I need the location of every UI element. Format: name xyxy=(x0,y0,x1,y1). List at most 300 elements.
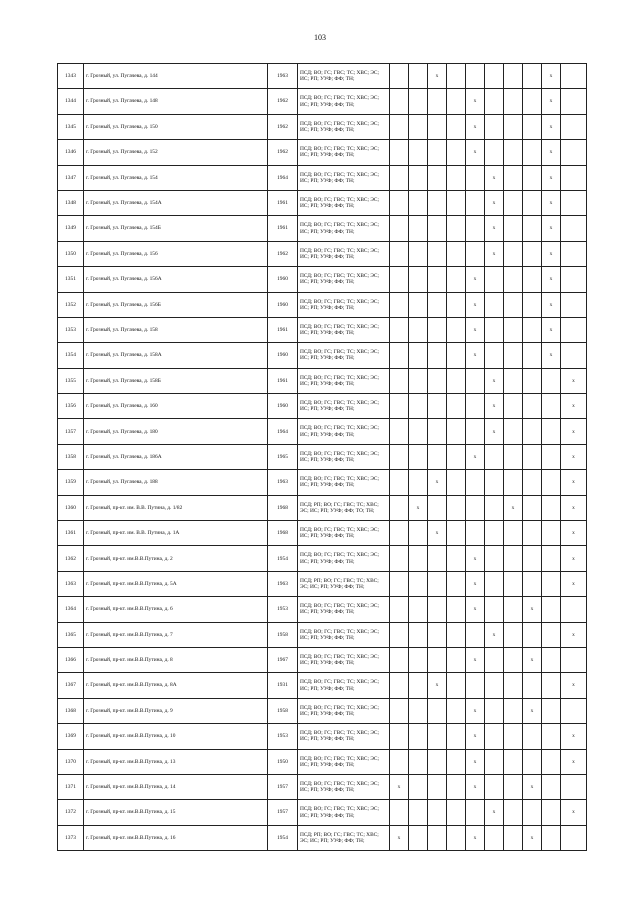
mark-cell xyxy=(428,647,447,672)
year-cell: 1960 xyxy=(268,394,298,419)
mark-cell xyxy=(485,140,504,165)
mark-cell xyxy=(523,749,542,774)
row-number-cell: 1358 xyxy=(58,444,84,469)
mark-cell: x xyxy=(523,597,542,622)
mark-cell xyxy=(428,216,447,241)
year-cell: 1962 xyxy=(268,114,298,139)
mark-cell xyxy=(428,800,447,825)
mark-cell xyxy=(466,190,485,215)
mark-cell xyxy=(428,394,447,419)
housing-register-table xyxy=(57,63,587,851)
year-cell: 1958 xyxy=(268,622,298,647)
mark-cell xyxy=(390,470,409,495)
row-number-cell: 1369 xyxy=(58,724,84,749)
table-row xyxy=(58,216,587,241)
mark-cell: x xyxy=(561,749,587,774)
mark-cell xyxy=(561,317,587,342)
systems-cell: ПСД; ВО; ГС; ГВС; ТС; ХВС; ЭС; ИС; РП; УУФ; ФФ; ТН; xyxy=(298,673,390,698)
mark-cell: x xyxy=(561,521,587,546)
mark-cell xyxy=(504,292,523,317)
mark-cell xyxy=(485,292,504,317)
systems-cell: ПСД; ВО; ГС; ГВС; ТС; ХВС; ЭС; ИС; РП; УУФ; ФФ; ТН; xyxy=(298,165,390,190)
mark-cell xyxy=(447,343,466,368)
address-cell: г. Грозный, пр-кт. им.В.В.Путина, д. 14 xyxy=(84,774,268,799)
mark-cell xyxy=(466,622,485,647)
mark-cell xyxy=(561,698,587,723)
mark-cell xyxy=(390,546,409,571)
systems-cell: ПСД; ВО; ГС; ГВС; ТС; ХВС; ЭС; ИС; РП; УУФ; ФФ; ТН; xyxy=(298,444,390,469)
mark-cell xyxy=(542,647,561,672)
mark-cell xyxy=(409,546,428,571)
mark-cell xyxy=(447,165,466,190)
table-row xyxy=(58,571,587,596)
mark-cell xyxy=(409,647,428,672)
address-cell: г. Грозный, ул. Пугачева, д. 154 xyxy=(84,165,268,190)
address-cell: г. Грозный, пр-кт. им.В.В.Путина, д. 16 xyxy=(84,825,268,850)
systems-cell: ПСД; РП; ВО; ГС; ГВС; ТС; ХВС; ЭС; ИС; РП; УУФ; ФФ; ТО; ТН; xyxy=(298,495,390,520)
mark-cell xyxy=(561,292,587,317)
year-cell: 1962 xyxy=(268,89,298,114)
mark-cell xyxy=(504,317,523,342)
table-row xyxy=(58,190,587,215)
mark-cell: x xyxy=(466,292,485,317)
mark-cell xyxy=(428,444,447,469)
systems-cell: ПСД; ВО; ГС; ГВС; ТС; ХВС; ЭС; ИС; РП; УУФ; ФФ; ТН; xyxy=(298,394,390,419)
mark-cell xyxy=(409,241,428,266)
mark-cell xyxy=(542,470,561,495)
mark-cell: x xyxy=(561,495,587,520)
table-row xyxy=(58,546,587,571)
mark-cell xyxy=(542,698,561,723)
mark-cell xyxy=(409,89,428,114)
mark-cell: x xyxy=(466,749,485,774)
year-cell: 1960 xyxy=(268,292,298,317)
mark-cell xyxy=(390,749,409,774)
mark-cell xyxy=(390,622,409,647)
systems-cell: ПСД; ВО; ГС; ГВС; ТС; ХВС; ЭС; ИС; РП; УУФ; ФФ; ТН; xyxy=(298,267,390,292)
year-cell: 1962 xyxy=(268,241,298,266)
mark-cell xyxy=(428,698,447,723)
mark-cell xyxy=(485,64,504,89)
mark-cell xyxy=(447,825,466,850)
mark-cell xyxy=(523,521,542,546)
table-row xyxy=(58,622,587,647)
mark-cell xyxy=(428,317,447,342)
year-cell: 1968 xyxy=(268,495,298,520)
row-number-cell: 1349 xyxy=(58,216,84,241)
mark-cell xyxy=(523,394,542,419)
year-cell: 1961 xyxy=(268,317,298,342)
mark-cell: x xyxy=(428,470,447,495)
mark-cell: x xyxy=(409,495,428,520)
year-cell: 1958 xyxy=(268,698,298,723)
table-row xyxy=(58,774,587,799)
row-number-cell: 1359 xyxy=(58,470,84,495)
mark-cell xyxy=(390,292,409,317)
mark-cell xyxy=(542,724,561,749)
mark-cell xyxy=(561,825,587,850)
row-number-cell: 1363 xyxy=(58,571,84,596)
row-number-cell: 1360 xyxy=(58,495,84,520)
mark-cell: x xyxy=(542,140,561,165)
mark-cell xyxy=(542,521,561,546)
year-cell: 1964 xyxy=(268,165,298,190)
mark-cell xyxy=(447,521,466,546)
systems-cell: ПСД; ВО; ГС; ГВС; ТС; ХВС; ЭС; ИС; РП; УУФ; ФФ; ТН; xyxy=(298,241,390,266)
mark-cell xyxy=(447,698,466,723)
mark-cell xyxy=(466,470,485,495)
year-cell: 1950 xyxy=(268,749,298,774)
mark-cell xyxy=(504,749,523,774)
mark-cell: x xyxy=(466,571,485,596)
mark-cell xyxy=(409,470,428,495)
address-cell: г. Грозный, ул. Пугачева, д. 154Б xyxy=(84,216,268,241)
row-number-cell: 1364 xyxy=(58,597,84,622)
mark-cell xyxy=(542,571,561,596)
systems-cell: ПСД; ВО; ГС; ГВС; ТС; ХВС; ЭС; ИС; РП; УУФ; ФФ; ТН; xyxy=(298,419,390,444)
mark-cell xyxy=(447,444,466,469)
mark-cell xyxy=(447,317,466,342)
year-cell: 1957 xyxy=(268,774,298,799)
mark-cell xyxy=(447,292,466,317)
mark-cell xyxy=(504,825,523,850)
mark-cell xyxy=(542,774,561,799)
year-cell: 1963 xyxy=(268,470,298,495)
mark-cell xyxy=(485,825,504,850)
mark-cell xyxy=(447,597,466,622)
systems-cell: ПСД; ВО; ГС; ГВС; ТС; ХВС; ЭС; ИС; РП; УУФ; ФФ; ТН; xyxy=(298,724,390,749)
year-cell: 1960 xyxy=(268,267,298,292)
row-number-cell: 1345 xyxy=(58,114,84,139)
systems-cell: ПСД; ВО; ГС; ГВС; ТС; ХВС; ЭС; ИС; РП; УУФ; ФФ; ТН; xyxy=(298,343,390,368)
mark-cell xyxy=(504,89,523,114)
mark-cell xyxy=(523,165,542,190)
mark-cell xyxy=(390,521,409,546)
mark-cell xyxy=(523,470,542,495)
systems-cell: ПСД; ВО; ГС; ГВС; ТС; ХВС; ЭС; ИС; РП; УУФ; ФФ; ТН; xyxy=(298,190,390,215)
mark-cell: x xyxy=(542,114,561,139)
mark-cell xyxy=(409,698,428,723)
row-number-cell: 1372 xyxy=(58,800,84,825)
address-cell: г. Грозный, пр-кт. им.В.В.Путина, д. 8 xyxy=(84,647,268,672)
systems-cell: ПСД; ВО; ГС; ГВС; ТС; ХВС; ЭС; ИС; РП; УУФ; ФФ; ТН; xyxy=(298,622,390,647)
mark-cell xyxy=(485,673,504,698)
mark-cell xyxy=(542,495,561,520)
mark-cell: x xyxy=(428,673,447,698)
mark-cell xyxy=(485,470,504,495)
year-cell: 1961 xyxy=(268,216,298,241)
row-number-cell: 1367 xyxy=(58,673,84,698)
table-row xyxy=(58,165,587,190)
mark-cell xyxy=(428,749,447,774)
row-number-cell: 1355 xyxy=(58,368,84,393)
year-cell: 1961 xyxy=(268,190,298,215)
address-cell: г. Грозный, ул. Пугачева, д. 152 xyxy=(84,140,268,165)
table-row xyxy=(58,800,587,825)
mark-cell xyxy=(447,673,466,698)
table-row xyxy=(58,64,587,89)
mark-cell xyxy=(390,647,409,672)
mark-cell xyxy=(409,419,428,444)
mark-cell xyxy=(447,216,466,241)
mark-cell xyxy=(523,190,542,215)
mark-cell: x xyxy=(466,114,485,139)
mark-cell xyxy=(409,267,428,292)
mark-cell: x xyxy=(561,419,587,444)
mark-cell xyxy=(504,673,523,698)
mark-cell xyxy=(390,444,409,469)
mark-cell xyxy=(409,64,428,89)
mark-cell xyxy=(561,89,587,114)
row-number-cell: 1346 xyxy=(58,140,84,165)
mark-cell: x xyxy=(542,292,561,317)
systems-cell: ПСД; ВО; ГС; ГВС; ТС; ХВС; ЭС; ИС; РП; УУФ; ФФ; ТН; xyxy=(298,216,390,241)
mark-cell xyxy=(428,622,447,647)
mark-cell: x xyxy=(561,622,587,647)
mark-cell: x xyxy=(561,673,587,698)
mark-cell xyxy=(485,571,504,596)
mark-cell xyxy=(447,241,466,266)
mark-cell xyxy=(485,444,504,469)
mark-cell xyxy=(485,317,504,342)
mark-cell xyxy=(390,800,409,825)
address-cell: г. Грозный, ул. Пугачева, д. 150 xyxy=(84,114,268,139)
mark-cell: x xyxy=(466,140,485,165)
mark-cell xyxy=(428,419,447,444)
row-number-cell: 1368 xyxy=(58,698,84,723)
mark-cell xyxy=(447,64,466,89)
row-number-cell: 1353 xyxy=(58,317,84,342)
mark-cell xyxy=(447,546,466,571)
row-number-cell: 1370 xyxy=(58,749,84,774)
page-number: 103 xyxy=(314,33,326,42)
mark-cell xyxy=(485,521,504,546)
systems-cell: ПСД; ВО; ГС; ГВС; ТС; ХВС; ЭС; ИС; РП; УУФ; ФФ; ТН; xyxy=(298,64,390,89)
mark-cell: x xyxy=(466,343,485,368)
mark-cell xyxy=(561,140,587,165)
mark-cell xyxy=(542,597,561,622)
mark-cell xyxy=(542,825,561,850)
mark-cell xyxy=(504,546,523,571)
mark-cell xyxy=(390,419,409,444)
table-body xyxy=(58,64,587,851)
mark-cell xyxy=(466,241,485,266)
mark-cell xyxy=(447,114,466,139)
mark-cell xyxy=(542,419,561,444)
address-cell: г. Грозный, пр-кт. им.В.В.Путина, д. 10 xyxy=(84,724,268,749)
mark-cell xyxy=(542,622,561,647)
mark-cell xyxy=(428,724,447,749)
mark-cell: x xyxy=(561,546,587,571)
mark-cell xyxy=(409,343,428,368)
mark-cell xyxy=(466,368,485,393)
systems-cell: ПСД; ВО; ГС; ГВС; ТС; ХВС; ЭС; ИС; РП; УУФ; ФФ; ТН; xyxy=(298,647,390,672)
mark-cell xyxy=(428,546,447,571)
systems-cell: ПСД; ВО; ГС; ГВС; ТС; ХВС; ЭС; ИС; РП; УУФ; ФФ; ТН; xyxy=(298,521,390,546)
year-cell: 1931 xyxy=(268,673,298,698)
mark-cell xyxy=(390,343,409,368)
address-cell: г. Грозный, пр-кт. им.В.В.Путина, д. 13 xyxy=(84,749,268,774)
mark-cell: x xyxy=(466,597,485,622)
mark-cell xyxy=(409,165,428,190)
mark-cell: x xyxy=(485,241,504,266)
mark-cell xyxy=(542,368,561,393)
mark-cell xyxy=(409,673,428,698)
mark-cell xyxy=(409,774,428,799)
mark-cell xyxy=(447,140,466,165)
mark-cell xyxy=(561,114,587,139)
mark-cell xyxy=(409,444,428,469)
mark-cell xyxy=(504,267,523,292)
year-cell: 1967 xyxy=(268,647,298,672)
mark-cell xyxy=(409,317,428,342)
mark-cell xyxy=(523,114,542,139)
mark-cell xyxy=(504,597,523,622)
year-cell: 1961 xyxy=(268,368,298,393)
mark-cell xyxy=(523,800,542,825)
row-number-cell: 1362 xyxy=(58,546,84,571)
mark-cell xyxy=(390,190,409,215)
mark-cell: x xyxy=(542,216,561,241)
mark-cell: x xyxy=(485,190,504,215)
mark-cell xyxy=(485,698,504,723)
mark-cell xyxy=(409,292,428,317)
row-number-cell: 1365 xyxy=(58,622,84,647)
mark-cell xyxy=(504,419,523,444)
table-row xyxy=(58,89,587,114)
mark-cell xyxy=(523,317,542,342)
mark-cell xyxy=(561,267,587,292)
table-row xyxy=(58,521,587,546)
mark-cell xyxy=(428,190,447,215)
address-cell: г. Грозный, ул. Пугачева, д. 158А xyxy=(84,343,268,368)
systems-cell: ПСД; ВО; ГС; ГВС; ТС; ХВС; ЭС; ИС; РП; УУФ; ФФ; ТН; xyxy=(298,317,390,342)
mark-cell: x xyxy=(485,216,504,241)
mark-cell xyxy=(428,343,447,368)
mark-cell xyxy=(485,774,504,799)
table-row xyxy=(58,343,587,368)
mark-cell xyxy=(561,165,587,190)
mark-cell: x xyxy=(561,571,587,596)
row-number-cell: 1373 xyxy=(58,825,84,850)
mark-cell xyxy=(485,724,504,749)
mark-cell: x xyxy=(390,825,409,850)
mark-cell xyxy=(390,368,409,393)
address-cell: г. Грозный, ул. Пугачева, д. 158 xyxy=(84,317,268,342)
mark-cell xyxy=(466,521,485,546)
systems-cell: ПСД; РП; ВО; ГС; ГВС; ТС; ХВС; ЭС; ИС; РП; УУФ; ФФ; ТН; xyxy=(298,571,390,596)
row-number-cell: 1361 xyxy=(58,521,84,546)
year-cell: 1953 xyxy=(268,597,298,622)
mark-cell: x xyxy=(485,165,504,190)
mark-cell xyxy=(523,241,542,266)
mark-cell xyxy=(504,724,523,749)
mark-cell xyxy=(466,64,485,89)
mark-cell xyxy=(504,64,523,89)
mark-cell xyxy=(390,317,409,342)
mark-cell xyxy=(523,140,542,165)
mark-cell: x xyxy=(466,89,485,114)
mark-cell xyxy=(390,64,409,89)
mark-cell xyxy=(504,647,523,672)
mark-cell xyxy=(523,444,542,469)
mark-cell xyxy=(504,394,523,419)
address-cell: г. Грозный, ул. Пугачева, д. 186А xyxy=(84,444,268,469)
mark-cell xyxy=(447,724,466,749)
mark-cell xyxy=(409,216,428,241)
systems-cell: ПСД; ВО; ГС; ГВС; ТС; ХВС; ЭС; ИС; РП; УУФ; ФФ; ТН; xyxy=(298,140,390,165)
mark-cell xyxy=(447,622,466,647)
mark-cell xyxy=(485,89,504,114)
mark-cell xyxy=(447,394,466,419)
row-number-cell: 1354 xyxy=(58,343,84,368)
mark-cell xyxy=(523,89,542,114)
mark-cell: x xyxy=(466,444,485,469)
year-cell: 1963 xyxy=(268,64,298,89)
row-number-cell: 1366 xyxy=(58,647,84,672)
table-row xyxy=(58,444,587,469)
row-number-cell: 1352 xyxy=(58,292,84,317)
table-row xyxy=(58,470,587,495)
mark-cell: x xyxy=(523,698,542,723)
mark-cell xyxy=(504,216,523,241)
mark-cell: x xyxy=(466,267,485,292)
mark-cell xyxy=(523,216,542,241)
mark-cell: x xyxy=(466,546,485,571)
mark-cell xyxy=(447,571,466,596)
mark-cell xyxy=(409,825,428,850)
mark-cell xyxy=(409,597,428,622)
mark-cell xyxy=(504,622,523,647)
systems-cell: ПСД; ВО; ГС; ГВС; ТС; ХВС; ЭС; ИС; РП; УУФ; ФФ; ТН; xyxy=(298,368,390,393)
mark-cell: x xyxy=(504,495,523,520)
mark-cell xyxy=(466,394,485,419)
mark-cell xyxy=(523,673,542,698)
mark-cell xyxy=(561,190,587,215)
mark-cell xyxy=(504,774,523,799)
row-number-cell: 1357 xyxy=(58,419,84,444)
mark-cell xyxy=(561,241,587,266)
mark-cell xyxy=(428,825,447,850)
mark-cell xyxy=(447,774,466,799)
mark-cell xyxy=(561,647,587,672)
mark-cell xyxy=(523,343,542,368)
systems-cell: ПСД; ВО; ГС; ГВС; ТС; ХВС; ЭС; ИС; РП; УУФ; ФФ; ТН; xyxy=(298,546,390,571)
row-number-cell: 1371 xyxy=(58,774,84,799)
year-cell: 1954 xyxy=(268,825,298,850)
mark-cell xyxy=(523,495,542,520)
mark-cell xyxy=(428,368,447,393)
systems-cell: ПСД; ВО; ГС; ГВС; ТС; ХВС; ЭС; ИС; РП; УУФ; ФФ; ТН; xyxy=(298,597,390,622)
mark-cell: x xyxy=(542,64,561,89)
row-number-cell: 1356 xyxy=(58,394,84,419)
table-row xyxy=(58,419,587,444)
systems-cell: ПСД; ВО; ГС; ГВС; ТС; ХВС; ЭС; ИС; РП; УУФ; ФФ; ТН; xyxy=(298,114,390,139)
table-row xyxy=(58,368,587,393)
mark-cell xyxy=(561,597,587,622)
mark-cell xyxy=(504,571,523,596)
table-row xyxy=(58,267,587,292)
mark-cell xyxy=(504,114,523,139)
mark-cell: x xyxy=(428,64,447,89)
mark-cell xyxy=(390,673,409,698)
mark-cell: x xyxy=(523,647,542,672)
mark-cell xyxy=(504,368,523,393)
mark-cell xyxy=(485,343,504,368)
mark-cell xyxy=(428,241,447,266)
mark-cell xyxy=(504,165,523,190)
mark-cell xyxy=(428,292,447,317)
